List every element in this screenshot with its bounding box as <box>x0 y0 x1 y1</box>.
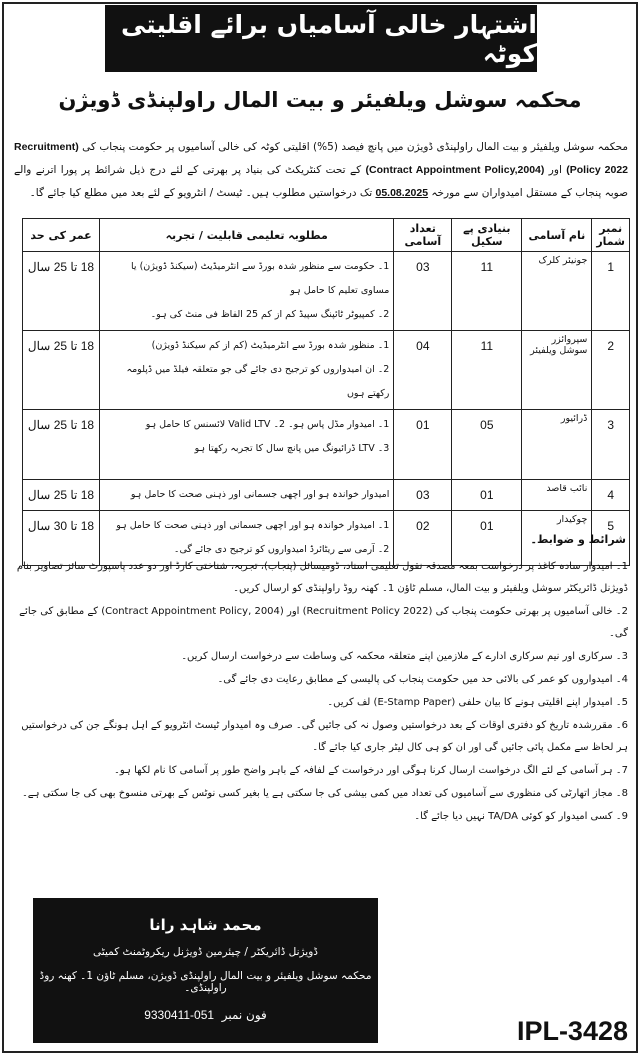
cell-post: سپروائزر سوشل ویلفیئر <box>522 331 592 410</box>
ad-code: IPL-3428 <box>516 1016 628 1046</box>
cell-qualification <box>100 252 394 331</box>
condition-item: 6۔ مقررشدہ تاریخ کو دفتری اوقات کے بعد درخواستیں وصول نہ کی جائیں گی۔ صرف وہ امیدوار ٹیسٹ انٹرویو کے اہل ہونگے جن کی درخواستیں ہر لحاظ سے مکمل پائی جائیں گی اور ان کو ہی کال لیٹر جاری کیا جائے گا۔ <box>21 720 628 753</box>
cell-age: 18 تا 25 سال <box>23 410 100 480</box>
column-header: عمر کی حد <box>23 219 100 252</box>
cell-age: 18 تا 30 سال <box>23 511 100 566</box>
column-header: بنیادی پے سکیل <box>452 219 522 252</box>
cell-sr: 1 <box>592 252 630 331</box>
cell-scale: 05 <box>452 410 522 480</box>
phone-number: 051-9330411 <box>144 1008 215 1022</box>
cell-qualification <box>100 480 394 511</box>
qualification-line: 1۔ امیدوار مڈل پاس ہو۔ 2۔ Valid LTV لائسنس کا حامل ہو <box>145 419 390 430</box>
conditions-list <box>14 556 628 829</box>
condition-item: 1۔ امیدوار سادہ کاغذ پر درخواست بمعہ مصدقہ نقول تعلیمی اسناد، ڈومیسائل (پنجاب)، تجربہ، شناختی کارڈ اور دو عدد پاسپورٹ سائز تصاویر بنام ڈویژنل ڈائریکٹر سوشل ویلفیئر و بیت المال، مسلم ٹاؤن 1۔ کھنہ روڈ راولپنڈی کو ارسال کریں۔ <box>16 561 628 594</box>
phone-line <box>33 1008 378 1022</box>
cell-post: ڈرائیور <box>522 410 592 480</box>
condition-item: 5۔ امیدوار اپنے اقلیتی ہونے کا بیان حلفی (E-Stamp Paper) لف کریں۔ <box>327 697 628 708</box>
condition-item: 4۔ امیدواروں کو عمر کی بالائی حد میں حکومت پنجاب کی پالیسی کے مطابق رعایت دی جائے گی۔ <box>217 674 628 685</box>
conditions-heading: شرائط و ضوابط۔ <box>530 533 626 546</box>
cell-qualification <box>100 331 394 410</box>
cell-scale: 11 <box>452 252 522 331</box>
officer-designation: ڈویژنل ڈائریکٹر / چیئرمین ڈویژنل ریکروٹمنٹ کمیٹی <box>93 946 318 958</box>
cell-post: نائب قاصد <box>522 480 592 511</box>
recruitment-policy: (Recruitment Policy 2022) <box>14 141 629 176</box>
cell-scale: 01 <box>452 480 522 511</box>
table-row <box>23 252 630 331</box>
qualification-line: 1۔ منظور شدہ بورڈ سے انٹرمیڈیٹ (کم از کم سیکنڈ ڈویژن) <box>151 340 390 351</box>
table-row <box>23 331 630 410</box>
cell-count: 03 <box>394 252 452 331</box>
cell-post: چوکیدار <box>522 511 592 566</box>
department-name: محکمہ سوشل ویلفیئر و بیت المال راولپنڈی ڈویژن <box>58 88 582 112</box>
cell-scale: 11 <box>452 331 522 410</box>
condition-item: 3۔ سرکاری اور نیم سرکاری ادارے کے ملازمین اپنے متعلقہ محکمہ کی وساطت سے درخواست ارسال کریں۔ <box>181 651 628 662</box>
cell-post: جونیئر کلرک <box>522 252 592 331</box>
cell-scale: 01 <box>452 511 522 566</box>
cell-sr: 5 <box>592 511 630 566</box>
qualification-line: 1۔ حکومت سے منظور شدہ بورڈ سے انٹرمیڈیٹ (سیکنڈ ڈویژن) یا مساوی تعلیم کا حامل ہو <box>131 261 390 296</box>
qualification-line: 2۔ آرمی سے ریٹائرڈ امیدواروں کو ترجیح دی جائے گی۔ <box>173 544 390 555</box>
cell-count: 02 <box>394 511 452 566</box>
intro-text: محکمہ سوشل ویلفیئر و بیت المال راولپنڈی ڈویژن میں پانچ فیصد (5%) اقلیتی کوٹہ کی خالی آسامیوں پر حکومت پنجاب کی <box>82 141 629 153</box>
intro-and: اور <box>548 164 562 176</box>
cell-count: 01 <box>394 410 452 480</box>
cell-age: 18 تا 25 سال <box>23 252 100 331</box>
column-header: مطلوبہ تعلیمی قابلیت / تجربہ <box>100 219 394 252</box>
deadline-date: 05.08.2025 <box>375 187 429 199</box>
ad-title: اشتہار خالی آسامیاں برائے اقلیتی کوٹہ <box>105 5 537 72</box>
cell-age: 18 تا 25 سال <box>23 331 100 410</box>
condition-item: 7۔ ہر آسامی کے لئے الگ درخواست ارسال کرنا ہوگی اور درخواست کے لفافہ کے باہر واضح طور پر آسامی کا نام لکھا ہو۔ <box>114 765 628 776</box>
cell-count: 04 <box>394 331 452 410</box>
condition-item: 8۔ مجاز اتھارٹی کی منظوری سے آسامیوں کی تعداد میں کمی بیشی کی جا سکتی ہے یا بغیر کسی نوٹس کے بھرتی منسوخ بھی کی جا سکتی ہے۔ <box>21 788 628 799</box>
phone-label: فون نمبر <box>221 1008 267 1022</box>
contract-policy: (Contract Appointment Policy,2004) <box>365 164 545 176</box>
cell-sr: 2 <box>592 331 630 410</box>
column-header: نمبر شمار <box>592 219 630 252</box>
qualification-line: 3۔ LTV ڈرائیونگ میں پانچ سال کا تجربہ رکھتا ہو <box>194 443 390 454</box>
cell-sr: 4 <box>592 480 630 511</box>
signature-block <box>33 898 378 1043</box>
intro-paragraph <box>14 136 628 205</box>
cell-count: 03 <box>394 480 452 511</box>
qualification-line: 2۔ کمپیوٹر ٹائپنگ سپیڈ کم از کم 25 الفاظ فی منٹ کی ہو۔ <box>150 309 390 320</box>
qualification-line: 1۔ امیدوار خواندہ ہو اور اچھی جسمانی اور ذہنی صحت کا حامل ہو <box>116 520 390 531</box>
vacancies-table <box>22 218 630 566</box>
condition-item: 9۔ کسی امیدوار کو کوئی TA/DA نہیں دیا جائے گا۔ <box>414 811 628 822</box>
officer-name: محمد شاہد رانا <box>149 916 262 934</box>
table-row <box>23 410 630 480</box>
qualification-line: 2۔ ان امیدواروں کو ترجیح دی جائے گی جو متعلقہ فیلڈ میں ڈپلومہ رکھتے ہوں <box>126 364 390 399</box>
intro-text: کے تحت کنٹریکٹ کی بنیاد پر بھرتی کے لئے درج ذیل شرائط پر پورا اترنے والے صوبہ پنجاب کے مستقل امیدواران سے مورخہ <box>14 164 628 199</box>
cell-sr: 3 <box>592 410 630 480</box>
table-row <box>23 480 630 511</box>
column-header: نام آسامی <box>522 219 592 252</box>
column-header: تعداد آسامی <box>394 219 452 252</box>
qualification-line: امیدوار خواندہ ہو اور اچھی جسمانی اور ذہنی صحت کا حامل ہو <box>130 489 390 500</box>
office-address: محکمہ سوشل ویلفیئر و بیت المال راولپنڈی ڈویژن، مسلم ٹاؤن 1۔ کھنہ روڈ راولپنڈی۔ <box>39 970 372 994</box>
condition-item: 2۔ خالی آسامیوں پر بھرتی حکومت پنجاب کی (Recruitment Policy 2022) اور (Contract Appointment Policy, 2004) کے مطابق کی جائے گی۔ <box>19 606 628 639</box>
cell-qualification <box>100 410 394 480</box>
cell-age: 18 تا 25 سال <box>23 480 100 511</box>
intro-text: تک درخواستیں مطلوب ہیں۔ ٹیسٹ / انٹرویو کے لئے بعد میں مطلع کیا جائے گا۔ <box>29 187 373 199</box>
